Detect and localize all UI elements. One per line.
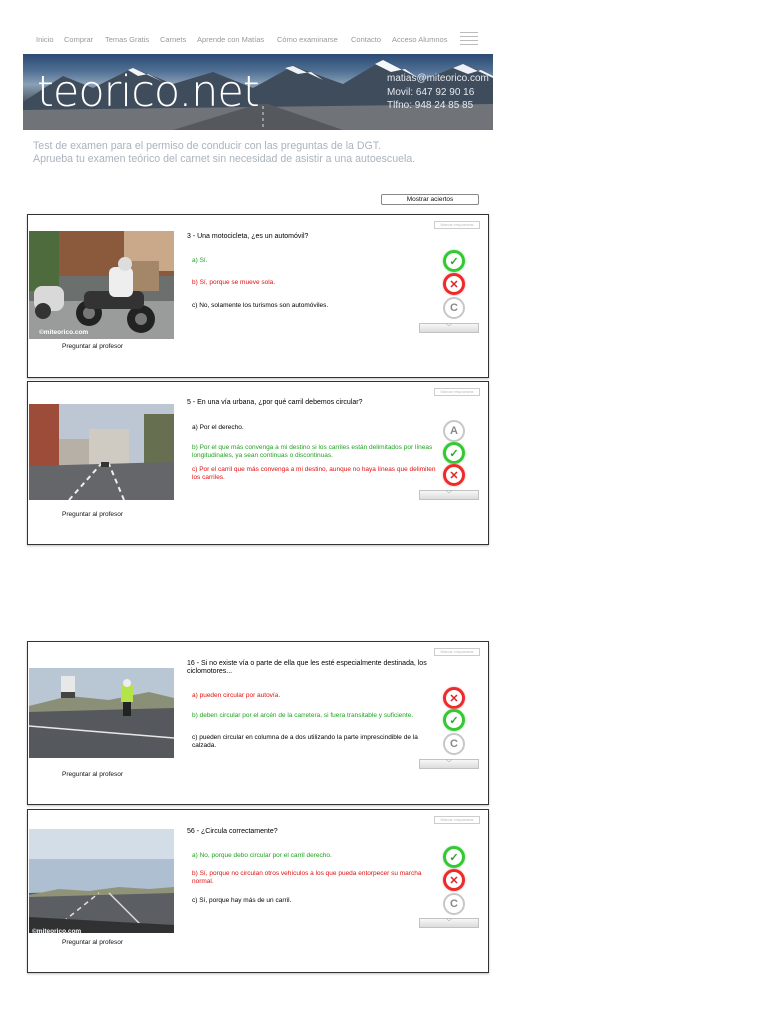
answer-c[interactable]: c) Sí, porque hay más de un carril. <box>192 897 292 904</box>
answer-c[interactable]: c) Por el carril que más convenga a mi destino, aunque no haya líneas que delimiten los carriles. <box>192 466 436 481</box>
cross-icon[interactable]: ✕ <box>443 273 465 295</box>
cross-icon[interactable]: ✕ <box>443 687 465 709</box>
show-answers-button[interactable]: Mostrar aciertos <box>381 194 479 205</box>
contact-mobile: Movil: 647 92 90 16 <box>387 86 475 98</box>
site-logo[interactable]: teorico.net <box>37 67 259 117</box>
nav-item-inicio[interactable]: Inicio <box>36 35 54 44</box>
answer-b[interactable]: b) deben circular por el arcén de la carretera, si fuera transitable y suficiente. <box>192 712 414 719</box>
check-icon[interactable]: ✓ <box>443 250 465 272</box>
answer-b[interactable]: b) Sí, porque no circulan otros vehículos a los que pueda entorpecer su marcha normal. <box>192 870 422 885</box>
nav-item-temas-gratis[interactable]: Temas Gratis <box>105 35 150 44</box>
photo-watermark: ©miteorico.com <box>32 928 82 935</box>
contact-phone: Tlfno: 948 24 85 85 <box>387 100 474 111</box>
answer-b[interactable]: b) Sí, porque se mueve sola. <box>192 279 276 286</box>
top-navigation <box>36 34 480 48</box>
chevron-down-icon[interactable]: ﹀ <box>419 759 479 769</box>
letter-c-icon[interactable]: C <box>443 733 465 755</box>
cross-icon[interactable]: ✕ <box>443 869 465 891</box>
ask-teacher-link[interactable]: Preguntar al profesor <box>62 771 124 778</box>
ask-teacher-link[interactable]: Preguntar al profesor <box>62 511 124 518</box>
ask-teacher-link[interactable]: Preguntar al profesor <box>62 343 124 350</box>
contact-info <box>387 72 489 113</box>
question-photo <box>29 829 174 937</box>
letter-a-icon[interactable]: A <box>443 420 465 442</box>
photo-watermark: ©miteorico.com <box>47 759 97 766</box>
check-icon[interactable]: ✓ <box>443 442 465 464</box>
nav-item-comprar[interactable]: Comprar <box>64 35 94 44</box>
report-button[interactable]: Marcar respuestas <box>434 648 480 656</box>
answer-a[interactable]: a) pueden circular por autovía. <box>192 692 281 699</box>
answer-a[interactable]: a) Por el derecho. <box>192 424 244 431</box>
photo-watermark: ©miteorico.com <box>39 329 89 336</box>
question-text: 16 - Si no existe vía o parte de ella que les esté especialmente destinada, los ciclomotores... <box>187 660 427 675</box>
ask-teacher-link[interactable]: Preguntar al profesor <box>62 939 124 946</box>
answer-c[interactable]: c) No, solamente los turismos son automóviles. <box>192 302 329 309</box>
chevron-down-icon[interactable]: ﹀ <box>419 323 479 333</box>
answer-a[interactable]: a) No, porque debo circular por el carril derecho. <box>192 852 332 859</box>
question-card <box>27 381 489 545</box>
nav-item-carnets[interactable]: Carnets <box>160 35 187 44</box>
question-photo <box>29 404 174 512</box>
question-text: 3 - Una motocicleta, ¿es un automóvil? <box>187 233 309 240</box>
report-button[interactable]: Marcar respuestas <box>434 816 480 824</box>
question-card <box>27 214 489 378</box>
check-icon[interactable]: ✓ <box>443 846 465 868</box>
chevron-down-icon[interactable]: ﹀ <box>419 918 479 928</box>
answer-b[interactable]: b) Por el que más convenga a mi destino si los carriles están delimitados por líneas longitudinales, ya sean continuas o discontinuas. <box>192 444 433 459</box>
chevron-down-icon[interactable]: ﹀ <box>419 490 479 500</box>
nav-item-contacto[interactable]: Contacto <box>351 35 382 44</box>
menu-icon[interactable] <box>460 32 478 46</box>
nav-item-acceso-alumnos[interactable]: Acceso Alumnos <box>392 35 448 44</box>
header-banner <box>23 54 493 130</box>
cross-icon[interactable]: ✕ <box>443 464 465 486</box>
question-photo <box>29 668 174 776</box>
report-button[interactable]: Marcar respuestas <box>434 388 480 396</box>
contact-email[interactable]: matias@miteorico.com <box>387 73 489 84</box>
tagline-line-1: Test de examen para el permiso de conducir con las preguntas de la DGT. <box>33 140 382 152</box>
letter-c-icon[interactable]: C <box>443 297 465 319</box>
question-text: 5 - En una vía urbana, ¿por qué carril debemos circular? <box>187 399 363 406</box>
question-card <box>27 809 489 973</box>
letter-c-icon[interactable]: C <box>443 893 465 915</box>
answer-c[interactable]: c) pueden circular en columna de a dos utilizando la parte imprescindible de la calzada. <box>192 734 418 749</box>
question-card <box>27 641 489 805</box>
site-tagline <box>33 140 415 166</box>
report-button[interactable]: Marcar respuestas <box>434 221 480 229</box>
question-text: 56 - ¿Circula correctamente? <box>187 828 278 835</box>
answer-a[interactable]: a) Sí. <box>192 257 208 264</box>
question-photo <box>29 231 174 339</box>
check-icon[interactable]: ✓ <box>443 709 465 731</box>
nav-item-como-examinarse[interactable]: Cómo examinarse <box>277 35 338 44</box>
nav-item-aprende[interactable]: Aprende con Matías <box>197 35 265 44</box>
photo-watermark: ©miteorico.com <box>119 502 169 509</box>
tagline-line-2: Aprueba tu examen teórico del carnet sin necesidad de asistir a una autoescuela. <box>33 153 416 165</box>
